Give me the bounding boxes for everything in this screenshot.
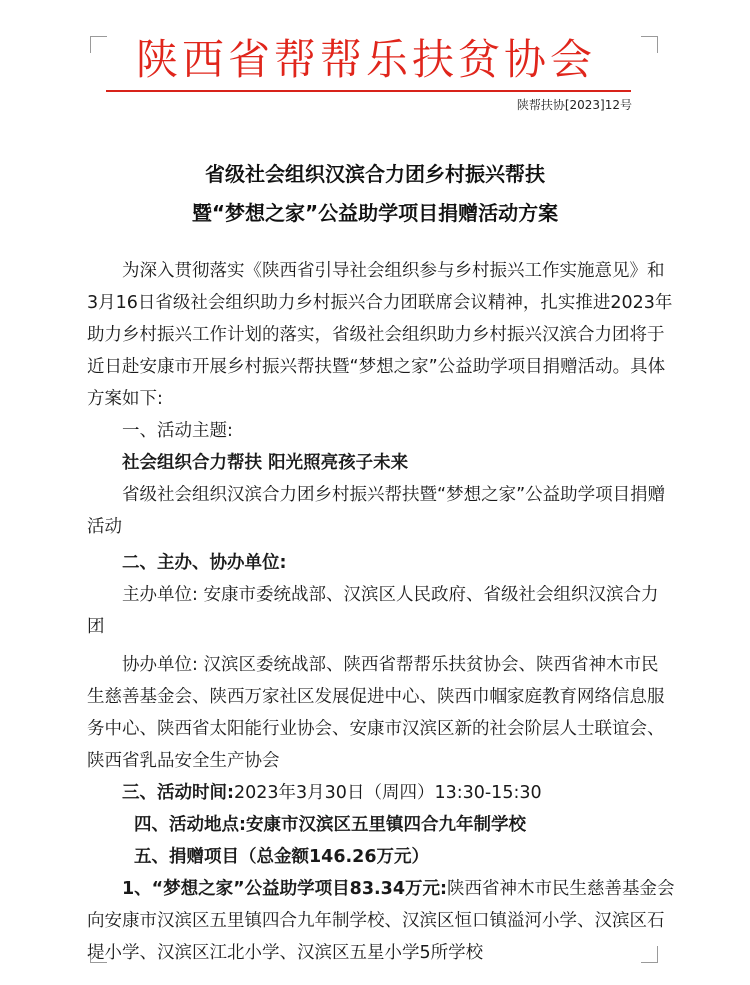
item1-paragraph xyxy=(87,873,675,969)
section2-host: 主办单位: 安康市委统战部、汉滨区人民政府、省级社会组织汉滨合力团 xyxy=(87,585,659,637)
section4-value: 安康市汉滨区五里镇四合九年制学校 xyxy=(246,815,526,835)
crop-mark-top-right xyxy=(641,36,658,53)
section1-heading: 一、活动主题: xyxy=(122,421,233,441)
intro-paragraph: 为深入贯彻落实《陕西省引导社会组织参与乡村振兴工作实施意见》和3月16日省级社会组织助力乡村振兴合力团联席会议精神，扎实推进2023年助力乡村振兴工作计划的落实，省级社会组织助力乡村振兴汉滨合力团将于近日赴安康市开展乡村振兴帮扶暨“梦想之家”公益助学项目捐赠活动。具体方案如下: xyxy=(87,261,673,409)
section4-heading: 四、活动地点: xyxy=(134,815,246,835)
item1-text: 陕西省神木市民生慈善基金会向安康市汉滨区五里镇四合九年制学校、汉滨区恒口镇溢河小学、汉滨区石堤小学、汉滨区江北小学、汉滨区五星小学5所学校 xyxy=(87,879,675,963)
section2-cohost: 协办单位: 汉滨区委统战部、陕西省帮帮乐扶贫协会、陕西省神木市民生慈善基金会、陕西万家社区发展促进中心、陕西巾帼家庭教育网络信息服务中心、陕西省太阳能行业协会、安康市汉滨区新的社会阶层人士联谊会、陕西省乳品安全生产协会 xyxy=(87,655,665,771)
section1-theme: 社会组织合力帮扶 阳光照亮孩子未来 xyxy=(122,453,409,473)
section4-row xyxy=(87,809,675,841)
document-body xyxy=(87,255,675,969)
letterhead-org-name: 陕西省帮帮乐扶贫协会 xyxy=(135,35,596,84)
document-title-line1: 省级社会组织汉滨合力团乡村振兴帮扶 xyxy=(205,162,545,186)
document-title-line2: 暨“梦想之家”公益助学项目捐赠活动方案 xyxy=(191,201,559,225)
section3-row xyxy=(87,777,675,809)
crop-mark-top-left xyxy=(90,36,107,53)
section5-heading: 五、捐赠项目（总金额146.26万元） xyxy=(134,847,430,867)
item1-label: 1、“梦想之家”公益助学项目83.34万元: xyxy=(122,879,448,899)
section2-heading: 二、主办、协办单位: xyxy=(122,553,287,573)
document-number: 陕帮扶协[2023]12号 xyxy=(516,98,632,112)
section1-description: 省级社会组织汉滨合力团乡村振兴帮扶暨“梦想之家”公益助学项目捐赠活动 xyxy=(87,485,666,537)
letterhead-red-rule xyxy=(106,90,631,92)
section3-value: 2023年3月30日（周四）13:30-15:30 xyxy=(234,783,542,803)
section3-heading: 三、活动时间: xyxy=(122,783,234,803)
